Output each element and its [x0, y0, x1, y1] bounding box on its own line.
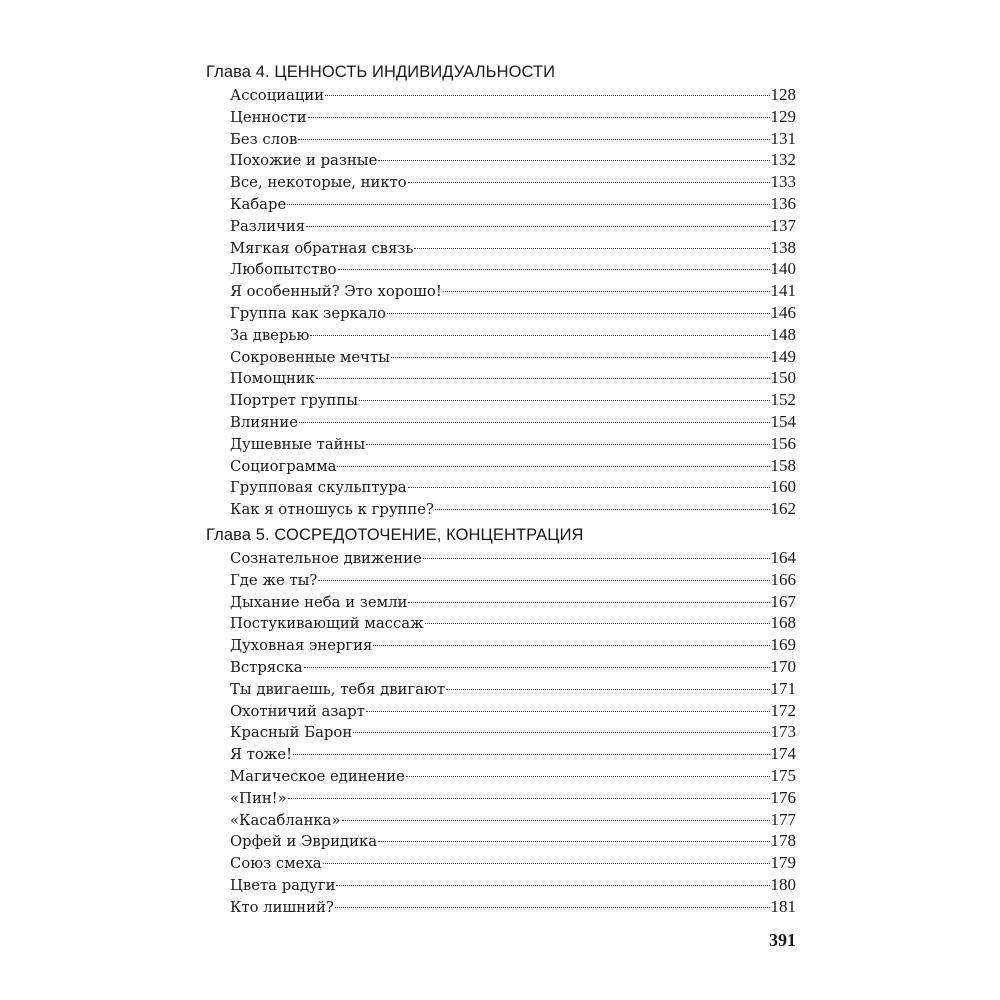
toc-entry-page-number: 164 — [770, 548, 796, 567]
toc-entry-page-number: 178 — [770, 831, 796, 851]
toc-entry — [230, 612, 796, 634]
dot-leader — [299, 422, 770, 423]
toc-entry-title: Охотничий азарт — [230, 702, 365, 720]
toc-entry-title: Духовная энергия — [230, 637, 373, 655]
toc-entry-title: Орфей и Эвридика — [230, 833, 378, 851]
chapter-5-section — [206, 524, 796, 918]
toc-entry-title: Ассоциации — [230, 87, 325, 104]
toc-entry-page-number: 181 — [770, 896, 796, 916]
dot-leader — [306, 226, 769, 227]
dot-leader — [338, 269, 770, 270]
toc-entry-title: Сокровенные мечты — [230, 348, 390, 366]
dot-leader — [366, 711, 770, 712]
dot-leader — [425, 623, 770, 624]
toc-entry-title: Постукивающий массаж — [230, 615, 424, 633]
dot-leader — [335, 907, 770, 908]
toc-entry — [230, 874, 796, 896]
toc-entry-title: Кто лишний? — [230, 898, 334, 916]
toc-entry-page-number: 168 — [770, 613, 796, 633]
toc-entry — [230, 128, 796, 150]
toc-entry-page-number: 174 — [770, 744, 796, 764]
dot-leader — [359, 400, 769, 401]
toc-entry — [230, 433, 796, 455]
toc-entry — [230, 721, 796, 743]
toc-entry — [230, 455, 796, 477]
toc-entry-page-number: 171 — [770, 678, 796, 698]
dot-leader — [406, 776, 770, 777]
dot-leader — [373, 645, 769, 646]
page-number: 391 — [769, 930, 796, 950]
chapter-5-title: Глава 5. СОСРЕДОТОЧЕНИЕ, КОНЦЕНТРАЦИЯ — [206, 526, 584, 544]
toc-entry-title: Ценности — [230, 108, 307, 126]
toc-entry — [230, 389, 796, 411]
toc-entry — [230, 302, 796, 324]
toc-entry — [230, 591, 796, 613]
toc-entry-title: «Касабланка» — [230, 811, 341, 829]
dot-leader — [342, 820, 770, 821]
toc-entry-page-number: 160 — [770, 477, 796, 497]
toc-entry-page-number: 132 — [770, 150, 796, 170]
toc-entry — [230, 280, 796, 302]
toc-entry-title: Помощник — [230, 370, 315, 388]
toc-entry-title: За дверью — [230, 326, 310, 344]
toc-entry — [230, 193, 796, 215]
dot-leader — [423, 558, 770, 559]
toc-entry-page-number: 137 — [770, 215, 796, 235]
toc-entry-title: Различия — [230, 217, 306, 235]
toc-entry-page-number: 149 — [770, 346, 796, 366]
dot-leader — [408, 182, 770, 183]
toc-entry-page-number: 148 — [770, 324, 796, 344]
toc-entry-title: Социограмма — [230, 457, 337, 475]
toc-entry-page-number: 180 — [770, 874, 796, 894]
dot-leader — [304, 667, 770, 668]
dot-leader — [443, 291, 770, 292]
toc-entry-title: Без слов — [230, 130, 298, 148]
toc-entry-title: Встряска — [230, 658, 303, 676]
toc-entry-title: «Пин!» — [230, 789, 287, 807]
toc-entry — [230, 171, 796, 193]
toc-entry — [230, 787, 796, 809]
toc-entry-title: Цвета радуги — [230, 876, 336, 894]
toc-entry-title: Любопытство — [230, 261, 337, 279]
toc-entry-title: Мягкая обратная связь — [230, 239, 414, 257]
toc-entry-page-number: 140 — [770, 259, 796, 279]
toc-entry-page-number: 138 — [770, 237, 796, 257]
toc-entry — [230, 830, 796, 852]
toc-entry — [230, 498, 796, 520]
dot-leader — [408, 602, 769, 603]
chapter-4-title: Глава 4. ЦЕННОСТЬ ИНДИВИДУАЛЬНОСТИ — [206, 63, 556, 81]
toc-entry-page-number: 131 — [770, 128, 796, 148]
dot-leader — [435, 509, 770, 510]
toc-entry-title: Союз смеха — [230, 855, 322, 873]
toc-entry-page-number: 167 — [770, 591, 796, 611]
toc-entry-page-number: 141 — [770, 281, 796, 301]
toc-entry-page-number: 172 — [770, 700, 796, 720]
toc-entry — [230, 569, 796, 591]
dot-leader — [387, 313, 770, 314]
dot-leader — [378, 841, 769, 842]
toc-entry — [230, 765, 796, 787]
toc-entry-title: Похожие и разные — [230, 152, 378, 170]
toc-entry-page-number: 175 — [770, 765, 796, 785]
dot-leader — [316, 378, 770, 379]
chapter-5-entries — [206, 547, 796, 918]
dot-leader — [325, 95, 769, 96]
toc-entry-page-number: 179 — [770, 853, 796, 873]
toc-entry — [230, 896, 796, 918]
toc-entry — [230, 106, 796, 128]
dot-leader — [353, 732, 769, 733]
toc-entry-title: Магическое единение — [230, 767, 405, 785]
toc-entry-page-number: 169 — [770, 635, 796, 655]
toc-entry-page-number: 129 — [770, 106, 796, 126]
toc-entry — [230, 852, 796, 874]
dot-leader — [337, 466, 769, 467]
dot-leader — [378, 160, 769, 161]
toc-entry-title: Душевные тайны — [230, 435, 366, 453]
toc-entry-page-number: 152 — [770, 390, 796, 410]
toc-entry-page-number: 128 — [770, 85, 796, 104]
toc-entry-title: Группа как зеркало — [230, 304, 386, 322]
toc-entry — [230, 215, 796, 237]
toc-entry — [230, 700, 796, 722]
toc-entry-page-number: 156 — [770, 433, 796, 453]
toc-entry-title: Портрет группы — [230, 392, 359, 410]
toc-entry — [230, 84, 796, 106]
toc-entry-title: Где же ты? — [230, 571, 318, 589]
dot-leader — [308, 117, 770, 118]
dot-leader — [298, 139, 769, 140]
toc-entry-title: Как я отношусь к группе? — [230, 501, 434, 519]
dot-leader — [336, 885, 769, 886]
toc-entry-title: Кабаре — [230, 195, 287, 213]
toc-entry-page-number: 162 — [770, 499, 796, 519]
toc-entry — [230, 346, 796, 368]
toc-entry — [230, 656, 796, 678]
dot-leader — [288, 798, 770, 799]
toc-entry-page-number: 166 — [770, 569, 796, 589]
toc-entry-title: Влияние — [230, 413, 298, 431]
toc-entry — [230, 411, 796, 433]
dot-leader — [287, 204, 769, 205]
toc-entry-title: Групповая скульптура — [230, 479, 407, 497]
toc-entry-page-number: 150 — [770, 368, 796, 388]
toc-entry-page-number: 170 — [770, 656, 796, 676]
toc-entry — [230, 324, 796, 346]
toc-entry — [230, 476, 796, 498]
toc-entry-page-number: 146 — [770, 302, 796, 322]
toc-entry-title: Все, некоторые, никто — [230, 174, 407, 192]
toc-entry — [230, 237, 796, 259]
dot-leader — [310, 335, 769, 336]
dot-leader — [318, 580, 769, 581]
toc-entry — [230, 743, 796, 765]
toc-entry — [230, 809, 796, 831]
chapter-4-section — [206, 61, 796, 520]
toc-entry-page-number: 133 — [770, 172, 796, 192]
toc-entry-title: Ты двигаешь, тебя двигают — [230, 680, 446, 698]
dot-leader — [408, 487, 770, 488]
dot-leader — [323, 863, 770, 864]
toc-entry-title: Сознательное движение — [230, 550, 422, 567]
dot-leader — [366, 444, 769, 445]
toc-entry-page-number: 176 — [770, 787, 796, 807]
toc-entry-page-number: 136 — [770, 193, 796, 213]
dot-leader — [446, 689, 769, 690]
dot-leader — [293, 754, 769, 755]
chapter-4-entries — [206, 84, 796, 520]
toc-entry — [230, 149, 796, 171]
toc-entry — [230, 634, 796, 656]
toc-entry-page-number: 177 — [770, 809, 796, 829]
toc-entry-title: Красный Барон — [230, 724, 353, 742]
toc-entry-page-number: 154 — [770, 411, 796, 431]
toc-entry — [230, 258, 796, 280]
dot-leader — [414, 248, 769, 249]
toc-entry — [230, 678, 796, 700]
toc-entry-title: Я тоже! — [230, 746, 293, 764]
toc-entry-title: Я особенный? Это хорошо! — [230, 283, 442, 301]
toc-entry-title: Дыхание неба и земли — [230, 593, 408, 611]
toc-entry — [230, 547, 796, 569]
dot-leader — [391, 357, 770, 358]
toc-entry — [230, 367, 796, 389]
toc-entry-page-number: 158 — [770, 455, 796, 475]
toc-entry-page-number: 173 — [770, 722, 796, 742]
